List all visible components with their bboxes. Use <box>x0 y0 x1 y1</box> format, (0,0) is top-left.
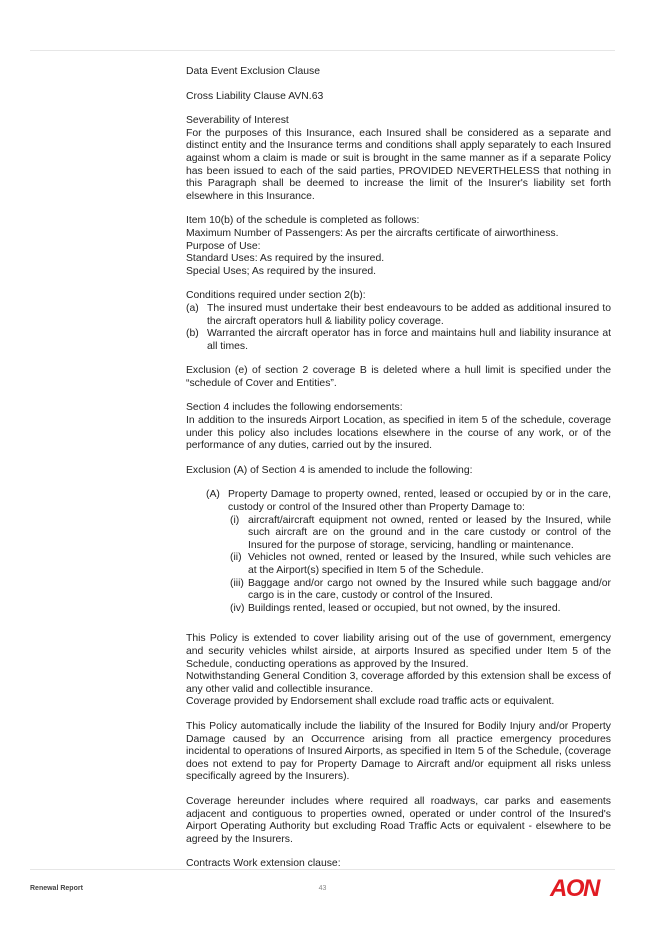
sub-ii-text: Vehicles not owned, rented or leased by the Insured, while such vehicles are at the Airport(s) specified in Item 5 of the Schedule. <box>248 552 611 576</box>
header-rule <box>30 50 615 51</box>
item10-line4: Standard Uses: As required by the insured. <box>186 253 385 265</box>
sub-ii-label: (ii) <box>230 552 242 564</box>
condition-b <box>186 328 611 353</box>
item10-line5: Special Uses; As required by the insured. <box>186 265 377 277</box>
sub-iii-label: (iii) <box>230 577 244 589</box>
exclusion-sub-ii <box>186 552 611 577</box>
conditions-title: Conditions required under section 2(b): <box>186 290 366 302</box>
contracts-work-title: Contracts Work extension clause: <box>186 858 341 870</box>
condition-a <box>186 303 611 328</box>
document-body <box>186 66 611 871</box>
exclusion-a-label: (A) <box>206 489 220 501</box>
exclusion-sub-i <box>186 515 611 553</box>
sub-iii-text: Baggage and/or cargo not owned by the Insured while such baggage and/or cargo is in the care, custody or control of the Insured. <box>248 577 611 602</box>
condition-b-label: (b) <box>186 328 199 340</box>
sub-iv-label: (iv) <box>230 602 245 614</box>
exclusion-a-item <box>186 489 611 514</box>
condition-b-text: Warranted the aircraft operator has in force and maintains hull and liability insurance at all times. <box>207 328 611 352</box>
exclusion-a-text: Property Damage to property owned, rented, leased or occupied by or in the care, custody or control of the Insured other than Property Damage to: <box>228 489 611 514</box>
item10-line3: Purpose of Use: <box>186 240 261 252</box>
vehicles-para2: Notwithstanding General Condition 3, coverage afforded by this extension shall be excess of any other valid and collectible insurance. <box>186 671 611 695</box>
section4-body: In addition to the insureds Airport Location, as specified in item 5 of the schedule, coverage under this policy also includes locations elsewhere in the course of any work, or of the performance of any duties, carried out by the insured. <box>186 415 611 452</box>
cross-liability-clause: Cross Liability Clause AVN.63 <box>186 90 324 102</box>
condition-a-label: (a) <box>186 302 199 314</box>
item10-line2: Maximum Number of Passengers: As per the aircrafts certificate of airworthiness. <box>186 227 559 239</box>
footer-report-title: Renewal Report <box>30 885 83 892</box>
section4-title: Section 4 includes the following endorsements: <box>186 402 403 414</box>
data-event-clause: Data Event Exclusion Clause <box>186 66 320 77</box>
roadways-para: Coverage hereunder includes where required all roadways, car parks and easements adjacent and contiguous to properties owned, operated or under control of the Insured's Airport Operating Authority but excluding Road Traffic Acts or equivalent - elsewhere to be agreed by the Insurers. <box>186 795 611 845</box>
exclusion-sub-iv <box>186 603 611 616</box>
item10-line1: Item 10(b) of the schedule is completed as follows: <box>186 215 420 227</box>
sub-iv-text: Buildings rented, leased or occupied, but not owned, by the insured. <box>248 602 561 614</box>
vehicles-para3: Coverage provided by Endorsement shall exclude road traffic acts or equivalent. <box>186 696 555 708</box>
exclusion-sub-iii <box>186 578 611 603</box>
severability-title: Severability of Interest <box>186 115 289 127</box>
sub-i-text: aircraft/aircraft equipment not owned, rented or leased by the Insured, while such aircraft are on the ground and in the care custody or control of the Insured for the purpose of storage, servicing, handling or maintenance. <box>248 514 611 551</box>
sub-i-label: (i) <box>230 514 240 526</box>
emergency-para: This Policy automatically include the liability of the Insured for Bodily Injury and/or Property Damage caused by an Occurrence arising from all practice emergency procedures incidental to operations of Insured Airports, as specified in Item 5 of the Schedule, (coverage does not extend to pay for Property Damage to Aircraft and/or equipment all risks unless specifically agreed by the Insurers). <box>186 720 611 783</box>
exclusion-a-intro: Exclusion (A) of Section 4 is amended to include the following: <box>186 464 473 476</box>
page-number: 43 <box>318 885 327 892</box>
aon-logo: AON <box>550 875 599 902</box>
footer-rule <box>30 869 615 870</box>
condition-a-text: The insured must undertake their best endeavours to be added as additional insured to the aircraft operators hull & liability policy coverage. <box>207 302 611 327</box>
severability-body: For the purposes of this Insurance, each Insured shall be considered as a separate and distinct entity and the Insurance terms and conditions shall apply separately to each Insured against whom a claim is made or suit is brought in the same manner as if a separate Policy has been issued to each of the said parties, PROVIDED NEVERTHELESS that nothing in this Paragraph shall be deemed to increase the limit of the Insurer's liability set forth elsewhere in this Insurance. <box>186 127 611 202</box>
vehicles-para1: This Policy is extended to cover liability arising out of the use of government, emergency and security vehicles whilst airside, at airports Insured as specified under Item 5 of the Schedule, conducting operations as approved by the Insured. <box>186 633 611 670</box>
exclusion-e: Exclusion (e) of section 2 coverage B is deleted where a hull limit is specified under the “schedule of Cover and Entities”. <box>186 365 611 389</box>
